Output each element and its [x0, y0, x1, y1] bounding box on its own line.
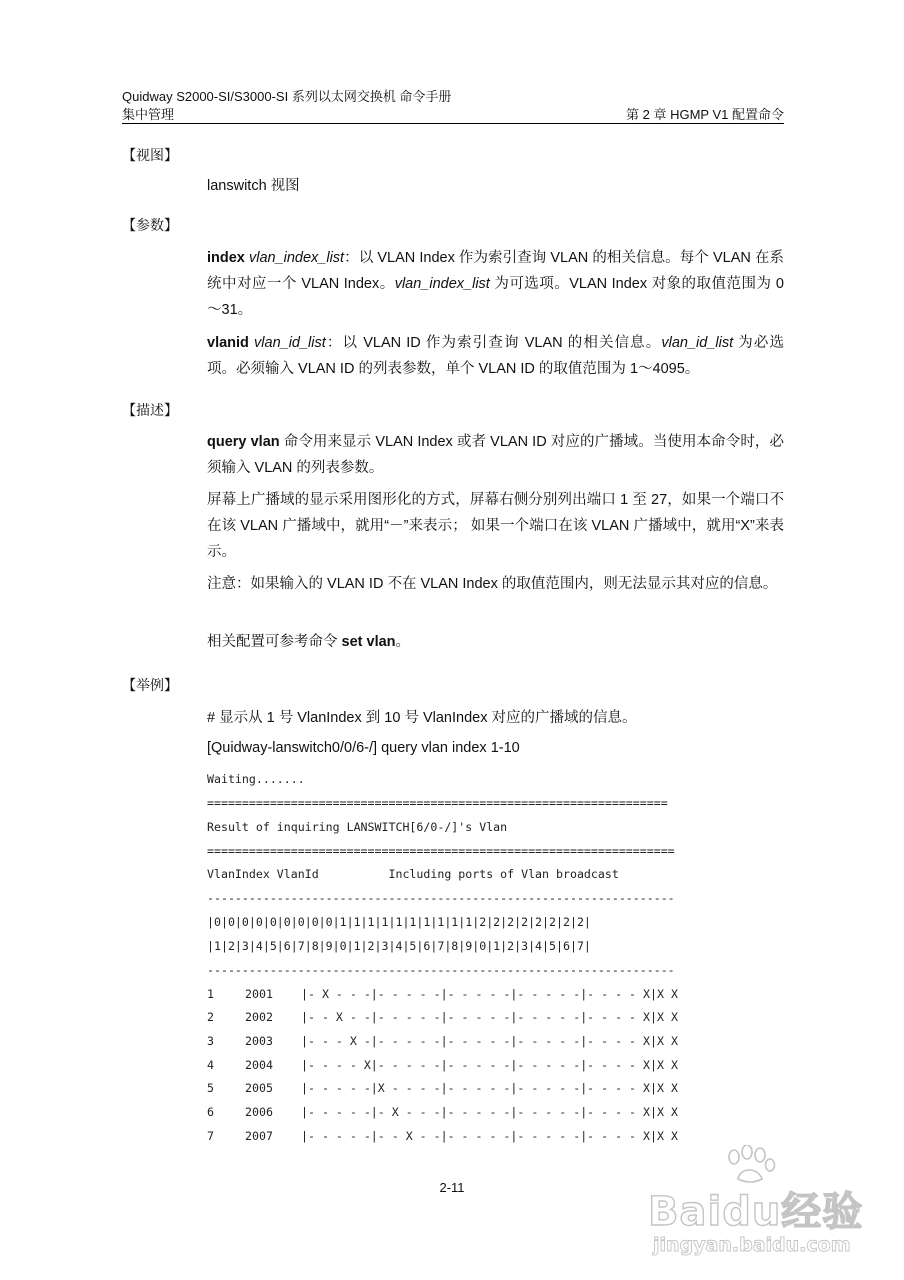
vlan-index: 4	[207, 1058, 214, 1072]
watermark-url: jingyan.baidu.com	[653, 1234, 851, 1256]
vlan-ports: |- X - - -|- - - - -|- - - - -|- - - - -|- - - - X|X X	[301, 987, 678, 1001]
desc-paragraph-1	[207, 429, 784, 481]
output-column-headers: VlanIndex VlanId Including ports of Vlan broadcast	[207, 867, 619, 881]
vlan-row	[207, 1033, 678, 1049]
desc-related-command: set vlan	[341, 634, 396, 650]
output-result-title: Result of inquiring LANSWITCH[6/0-/]'s Vlan	[207, 820, 508, 834]
vlan-id: 2004	[245, 1058, 273, 1072]
desc-command-keyword: query vlan	[207, 434, 280, 450]
section-view-heading: 【视图】	[122, 147, 178, 163]
page-number: 2-11	[439, 1180, 465, 1195]
view-text: lanswitch 视图	[207, 178, 300, 194]
vlan-ports: |- - - - -|X - - - -|- - - - -|- - - - -|- - - - X|X X	[301, 1081, 678, 1095]
vlan-row	[207, 1057, 678, 1073]
vlan-index: 7	[207, 1129, 214, 1143]
section-example-heading: 【举例】	[122, 677, 178, 693]
vlan-row	[207, 1104, 678, 1120]
vlan-id: 2001	[245, 987, 273, 1001]
output-ports-tens: |0|0|0|0|0|0|0|0|0|1|1|1|1|1|1|1|1|1|1|2|2|2|2|2|2|2|2|	[207, 915, 591, 929]
doc-header-title: Quidway S2000-SI/S3000-SI 系列以太网交换机 命令手册	[122, 89, 452, 104]
watermark-brand: Baidu经验	[648, 1189, 864, 1235]
output-dash-line-2: -------------------------------------------------------------------	[207, 963, 675, 977]
output-separator-2: ===================================================================	[207, 844, 675, 858]
vlan-ports: |- - - X -|- - - - -|- - - - -|- - - - -|- - - - X|X X	[301, 1034, 678, 1048]
desc-paragraph-4	[207, 629, 784, 655]
desc-paragraph-1-text: 命令用来显示 VLAN Index 或者 VLAN ID 对应的广播域。当使用本命令时，必须输入 VLAN 的列表参数。	[207, 434, 785, 476]
vlan-id: 2007	[245, 1129, 273, 1143]
doc-header-section: 集中管理	[122, 107, 175, 122]
vlan-id: 2003	[245, 1034, 273, 1048]
param-vlanid-paragraph	[207, 330, 784, 382]
vlan-ports: |- - - - X|- - - - -|- - - - -|- - - - -|- - - - X|X X	[301, 1058, 678, 1072]
param-index-keyword: index	[207, 250, 245, 266]
vlan-row	[207, 1009, 678, 1025]
vlan-id: 2002	[245, 1010, 273, 1024]
param-vlanid-text1: ：以 VLAN ID 作为索引查询 VLAN 的相关信息。	[325, 335, 662, 351]
desc-paragraph-3: 注意：如果输入的 VLAN ID 不在 VLAN Index 的取值范围内，则无法显示其对应的信息。	[207, 576, 778, 592]
vlan-index: 2	[207, 1010, 214, 1024]
output-separator-1: ==================================================================	[207, 796, 668, 810]
param-vlanid-arg2: vlan_id_list	[661, 335, 734, 351]
vlan-index: 5	[207, 1081, 214, 1095]
vlan-id: 2006	[245, 1105, 273, 1119]
param-vlanid-keyword: vlanid	[207, 335, 249, 351]
param-vlanid-arg: vlan_id_list	[254, 335, 326, 351]
example-command: [Quidway-lanswitch0/0/6-/] query vlan index 1-10	[207, 740, 520, 756]
vlan-index: 3	[207, 1034, 214, 1048]
vlan-row	[207, 1080, 678, 1096]
vlan-index: 1	[207, 987, 214, 1001]
doc-header-row	[122, 106, 784, 123]
example-comment: # 显示从 1 号 VlanIndex 到 10 号 VlanIndex 对应的广播域的信息。	[207, 710, 637, 726]
output-waiting: Waiting.......	[207, 772, 305, 786]
desc-paragraph-2: 屏幕上广播域的显示采用图形化的方式，屏幕右侧分别列出端口 1 至 27，如果一个端口不在该 VLAN 广播域中，就用“－”来表示； 如果一个端口在该 VLAN 广播域中，就用“X”来表示。	[207, 492, 784, 560]
vlan-id: 2005	[245, 1081, 273, 1095]
doc-header-chapter: 第 2 章 HGMP V1 配置命令	[626, 107, 784, 122]
param-index-text1: ：以 VLAN Index 作为索引查询 VLAN 的相关信息。每个 VLAN 在系统中对应一个 VLAN Index。	[207, 250, 784, 292]
vlan-row	[207, 986, 678, 1002]
section-params-heading: 【参数】	[122, 217, 178, 233]
section-desc-heading: 【描述】	[122, 402, 178, 418]
vlan-ports: |- - - - -|- - X - -|- - - - -|- - - - -|- - - - X|X X	[301, 1129, 678, 1143]
vlan-ports: |- - - - -|- X - - -|- - - - -|- - - - -|- - - - X|X X	[301, 1105, 678, 1119]
vlan-ports: |- - X - -|- - - - -|- - - - -|- - - - -|- - - - X|X X	[301, 1010, 678, 1024]
header-rule	[122, 123, 784, 124]
vlan-index: 6	[207, 1105, 214, 1119]
desc-paragraph-4-text: 相关配置可参考命令	[207, 634, 342, 650]
desc-paragraph-4-end: 。	[395, 634, 411, 650]
baidu-paw-icon	[720, 1145, 780, 1185]
output-dash-line-1: -------------------------------------------------------------------	[207, 891, 675, 905]
param-index-arg: vlan_index_list	[248, 250, 345, 266]
param-index-arg2: vlan_index_list	[394, 276, 490, 292]
output-ports-ones: |1|2|3|4|5|6|7|8|9|0|1|2|3|4|5|6|7|8|9|0|1|2|3|4|5|6|7|	[207, 939, 591, 953]
param-vlanid-text2: 为必选项。必须输入 VLAN ID 的列表参数，单个 VLAN ID 的取值范围为 1～4095。	[207, 335, 784, 377]
param-index-text2: 为可选项。VLAN Index 对象的取值范围为 0～31。	[207, 276, 785, 318]
vlan-row	[207, 1128, 678, 1144]
param-index-paragraph	[207, 245, 784, 323]
